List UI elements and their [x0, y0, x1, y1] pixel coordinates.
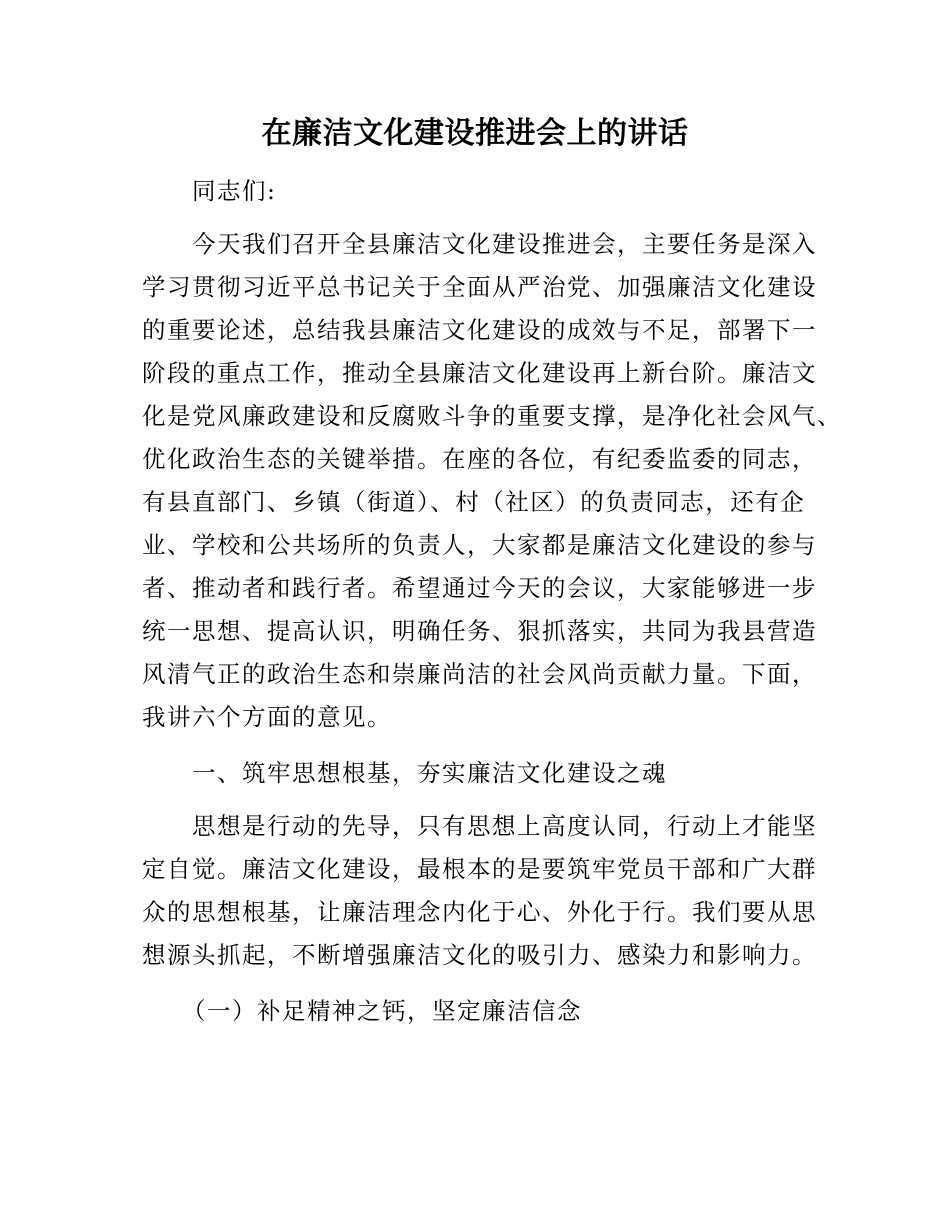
subsection-heading: （一）补足精神之钙，坚定廉洁信念 — [182, 997, 582, 1025]
section-heading: 一、筑牢思想根基，夯实廉洁文化建设之魂 — [192, 759, 667, 787]
paragraph-line: 优化政治生态的关键举措。在座的各位，有纪委监委的同志， — [142, 445, 817, 473]
paragraph-line: 的重要论述，总结我县廉洁文化建设的成效与不足，部署下一 — [142, 316, 817, 344]
paragraph-line: 思想是行动的先导，只有思想上高度认同，行动上才能坚 — [192, 812, 817, 840]
document-title: 在廉洁文化建设推进会上的讲话 — [261, 116, 689, 151]
paragraph-line: 有县直部门、乡镇（街道）、村（社区）的负责同志，还有企 — [142, 488, 806, 516]
salutation: 同志们: — [192, 177, 277, 205]
paragraph-line: 业、学校和公共场所的负责人，大家都是廉洁文化建设的参与 — [142, 531, 817, 559]
paragraph-line: 我讲六个方面的意见。 — [142, 703, 392, 731]
paragraph-line: 化是党风廉政建设和反腐败斗争的重要支撑，是净化社会风气、 — [142, 402, 842, 430]
paragraph-line: 定自觉。廉洁文化建设，最根本的是要筑牢党员干部和广大群 — [142, 855, 817, 883]
paragraph-line: 学习贯彻习近平总书记关于全面从严治党、加强廉洁文化建设 — [142, 273, 817, 301]
paragraph-line: 统一思想、提高认识，明确任务、狠抓落实，共同为我县营造 — [142, 617, 817, 645]
paragraph-line: 阶段的重点工作，推动全县廉洁文化建设再上新台阶。廉洁文 — [142, 359, 817, 387]
paragraph-line: 众的思想根基，让廉洁理念内化于心、外化于行。我们要从思 — [142, 898, 817, 926]
paragraph-line: 者、推动者和践行者。希望通过今天的会议，大家能够进一步 — [142, 574, 817, 602]
paragraph-line: 今天我们召开全县廉洁文化建设推进会，主要任务是深入 — [192, 230, 817, 258]
paragraph-line: 想源头抓起，不断增强廉洁文化的吸引力、感染力和影响力。 — [142, 941, 817, 969]
paragraph-line: 风清气正的政治生态和崇廉尚洁的社会风尚贡献力量。下面， — [142, 660, 817, 688]
